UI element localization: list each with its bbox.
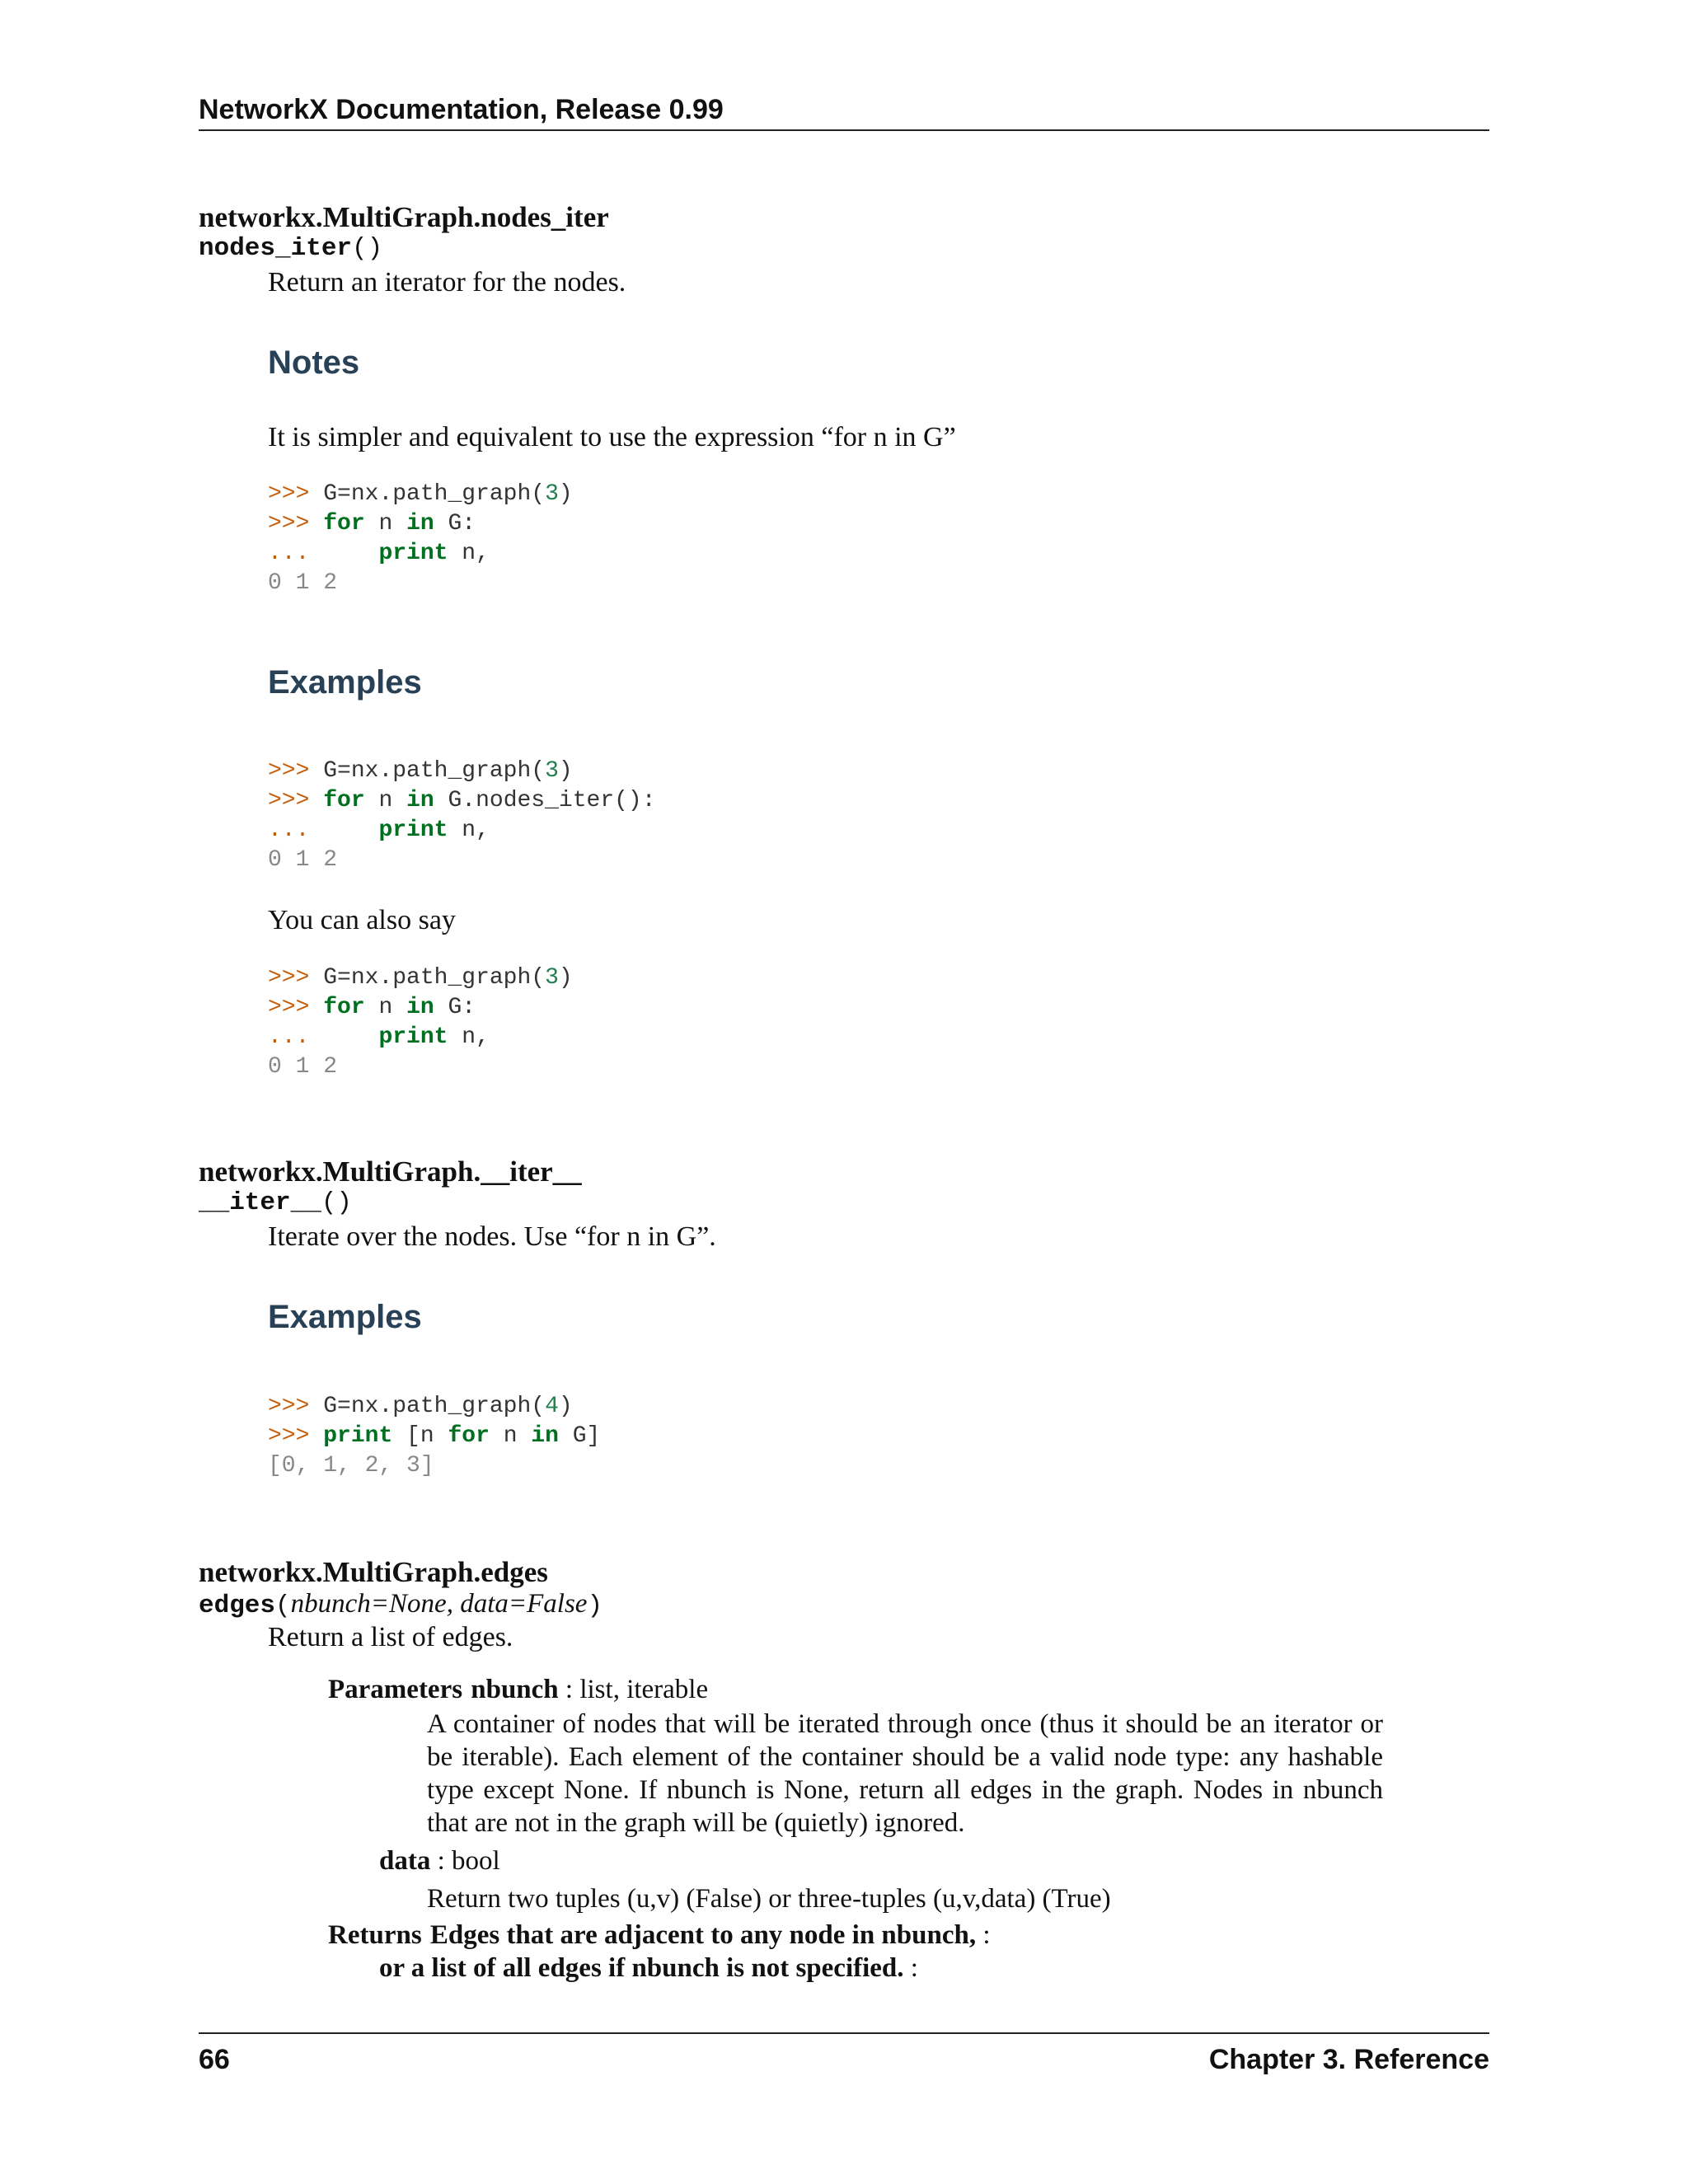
signature-name: edges [199,1591,276,1620]
code-text: ) [558,758,573,784]
signature-name: nodes_iter [199,234,353,263]
signature-parens: () [352,234,383,263]
code-keyword: print [378,541,448,566]
code-text: [n [392,1423,448,1449]
function-summary: Return an iterator for the nodes. [268,267,626,298]
code-keyword: for [323,788,365,813]
code-keyword: in [406,511,434,537]
code-line [268,846,656,875]
code-example [268,757,656,875]
code-prompt: ... [268,818,310,843]
code-example [268,1392,600,1481]
code-prompt: >>> [268,965,310,991]
returns-text: Edges that are adjacent to any node in nbunch, [429,1920,977,1950]
parameters-label: Parameters [328,1675,463,1704]
code-prompt: >>> [268,995,310,1020]
param-name: data [379,1846,431,1876]
code-line [268,1451,600,1481]
code-line [268,1052,573,1082]
signature-parens: () [321,1188,353,1217]
code-prompt: >>> [268,1394,310,1419]
code-prompt: ... [268,541,310,566]
code-prompt: >>> [268,788,310,813]
function-title: networkx.MultiGraph.__iter__ [199,1155,582,1188]
footer-rule [199,2032,1489,2034]
code-keyword: for [448,1423,490,1449]
returns-label: Returns [328,1920,422,1950]
code-line [268,816,656,846]
also-text: You can also say [268,905,456,935]
function-signature: edges(nbunch=None, data=False) [199,1589,603,1620]
signature-name: __iter__ [199,1188,321,1217]
code-keyword: print [323,1423,393,1449]
code-line [268,1392,600,1422]
code-line [268,993,573,1023]
code-example [268,480,573,598]
param-type: : bool [430,1846,500,1876]
code-line [268,539,573,569]
function-title: networkx.MultiGraph.edges [199,1556,548,1588]
code-text: n [364,511,407,537]
parameter-row [379,1846,500,1877]
code-text: G=nx.path_graph( [323,758,546,784]
examples-heading: Examples [268,1299,422,1335]
code-keyword: for [323,511,365,537]
code-line [268,963,573,993]
code-number: 3 [545,758,559,784]
signature-args: nbunch=None, data=False [290,1589,588,1619]
code-text: ) [558,965,573,991]
code-line [268,1023,573,1052]
code-keyword: in [406,788,434,813]
code-keyword: in [531,1423,559,1449]
notes-heading: Notes [268,344,360,381]
page-header-title: NetworkX Documentation, Release 0.99 [199,94,724,125]
code-text: n [364,995,407,1020]
code-text: G=nx.path_graph( [323,481,546,507]
code-output: 0 1 2 [268,570,338,596]
code-prompt: >>> [268,481,310,507]
code-text: G.nodes_iter(): [434,788,656,813]
param-name: nbunch [471,1675,559,1704]
code-line [268,786,656,816]
code-number: 4 [545,1394,559,1419]
code-line [268,1422,600,1451]
code-line [268,757,656,786]
function-title: networkx.MultiGraph.nodes_iter [199,201,609,233]
function-signature [199,234,382,263]
code-text: G=nx.path_graph( [323,1394,546,1419]
code-prompt: >>> [268,758,310,784]
param-type: : list, iterable [558,1675,709,1704]
code-text [323,1024,378,1050]
function-summary: Return a list of edges. [268,1622,513,1652]
notes-text: It is simpler and equivalent to use the expression “for n in G” [268,422,956,452]
function-summary: Iterate over the nodes. Use “for n in G”. [268,1221,716,1252]
code-output: 0 1 2 [268,1054,338,1080]
code-text [323,541,378,566]
examples-heading: Examples [268,664,422,701]
code-text [323,818,378,843]
code-line [268,509,573,539]
code-keyword: for [323,995,365,1020]
page-number: 66 [199,2044,230,2075]
code-example [268,963,573,1082]
param-description: Return two tuples (u,v) (False) or three-tuples (u,v,data) (True) [427,1884,1111,1914]
returns-text: or a list of all edges if nbunch is not specified. [379,1953,904,1983]
code-text: G=nx.path_graph( [323,965,546,991]
code-text: G: [434,511,476,537]
returns-row-2: or a list of all edges if nbunch is not specified. : [379,1953,918,1983]
code-line [268,569,573,598]
code-number: 3 [545,965,559,991]
chapter-label: Chapter 3. Reference [1208,2044,1489,2075]
code-text: n, [448,818,490,843]
code-prompt: ... [268,1024,310,1050]
code-number: 3 [545,481,559,507]
parameters-row [328,1675,708,1705]
code-text: n [364,788,407,813]
code-text: n, [448,541,490,566]
returns-row: Returns Edges that are adjacent to any node in nbunch, : [328,1920,991,1950]
header-rule [199,129,1489,131]
code-output: [0, 1, 2, 3] [268,1453,434,1479]
function-signature [199,1188,352,1217]
code-output: 0 1 2 [268,847,338,873]
code-keyword: in [406,995,434,1020]
code-text: n, [448,1024,490,1050]
param-description: A container of nodes that will be iterated through once (thus it should be an iterator or be iterable). Each element of the container should be a valid node type: any hashable type except None. If nbunch is None, return all edges in the graph. Nodes in nbunch that are not in the graph will be (quietly) ignored. [427,1709,1383,1838]
code-text: ) [558,1394,573,1419]
code-text: n [489,1423,532,1449]
code-keyword: print [378,818,448,843]
code-keyword: print [378,1024,448,1050]
code-text: G] [558,1423,601,1449]
code-prompt: >>> [268,1423,310,1449]
code-prompt: >>> [268,511,310,537]
code-text: G: [434,995,476,1020]
code-line [268,480,573,509]
code-text: ) [558,481,573,507]
